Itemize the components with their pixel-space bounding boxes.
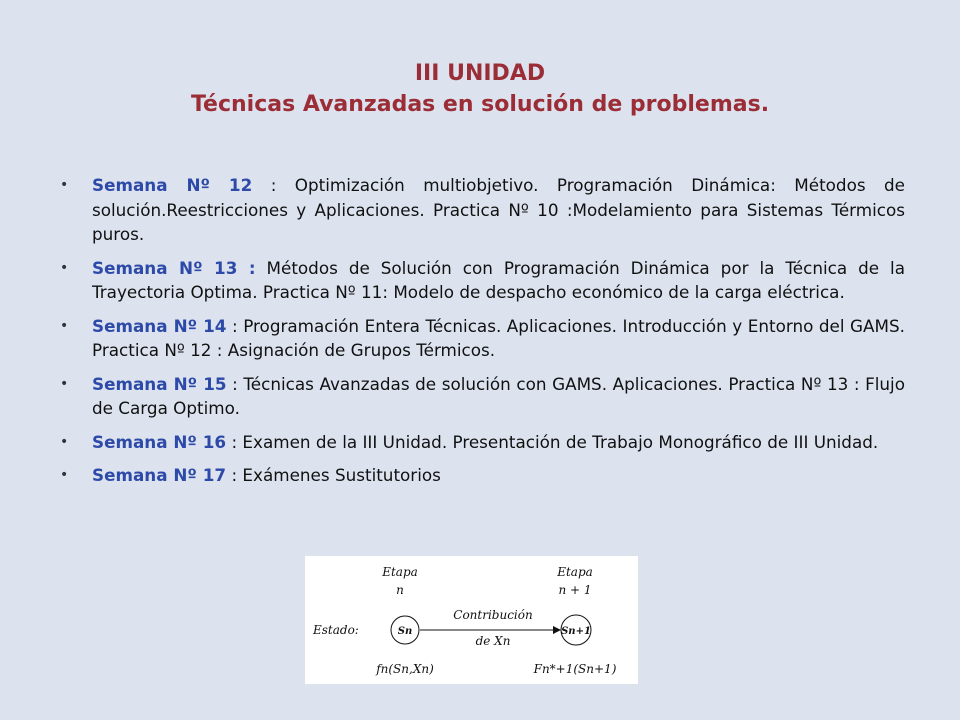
bullet-icon: •	[60, 177, 69, 193]
week-label: Semana Nº 17	[92, 465, 227, 485]
list-item	[60, 173, 905, 247]
bullet-icon: •	[60, 433, 69, 450]
stage-left-n: n	[396, 583, 404, 597]
contribution-label: Contribución	[453, 608, 533, 622]
state-label: Estado:	[313, 623, 359, 637]
title-topic: Técnicas Avanzadas en solución de problemas.	[190, 92, 770, 117]
week-label: Semana Nº 13 :	[92, 257, 256, 278]
stage-left-label: Etapa	[382, 565, 418, 579]
list-item	[60, 256, 905, 305]
slide-title	[0, 58, 960, 120]
list-item	[60, 314, 905, 363]
title-unit: III UNIDAD	[414, 61, 546, 86]
contribution-xn-label: de Xn	[475, 634, 511, 648]
week-label: Semana Nº 15	[92, 373, 227, 394]
diagram-svg	[305, 556, 638, 684]
bullet-icon: •	[60, 375, 69, 392]
week-description: Métodos de Solución con Programación Dinámica por la Técnica de la Trayectoria Optima. Practica Nº 11: Modelo de despacho económico de la carga eléctrica.	[92, 257, 905, 302]
list-item	[60, 463, 905, 488]
list-item	[60, 430, 905, 455]
function-right: Fn*+1(Sn+1)	[533, 662, 617, 676]
state-node-right-label: Sn+1	[561, 626, 591, 637]
function-left: fn(Sn,Xn)	[376, 662, 434, 676]
bullet-icon: •	[60, 259, 69, 276]
week-list	[60, 173, 905, 488]
bullet-icon: •	[60, 317, 69, 334]
week-description: : Optimización multiobjetivo. Programación Dinámica: Métodos de solución.Reestricciones y Aplicaciones. Practica Nº 10 :Modelamiento para Sistemas Térmicos puros.	[92, 175, 905, 244]
stage-right-label: Etapa	[557, 565, 593, 579]
week-label: Semana Nº 14	[92, 315, 227, 336]
week-label: Semana Nº 12	[92, 175, 253, 195]
stage-right-n: n + 1	[558, 583, 592, 597]
week-schedule	[60, 173, 905, 497]
week-description: : Exámenes Sustitutorios	[226, 465, 441, 485]
week-label: Semana Nº 16	[92, 431, 227, 452]
dynamic-programming-diagram	[305, 556, 638, 684]
list-item	[60, 372, 905, 421]
week-description: : Técnicas Avanzadas de solución con GAMS. Aplicaciones. Practica Nº 13 : Flujo de Carga Optimo.	[92, 373, 905, 418]
bullet-icon: •	[60, 467, 69, 483]
week-description: : Examen de la III Unidad. Presentación de Trabajo Monográfico de III Unidad.	[226, 431, 879, 452]
state-node-left-label: Sn	[397, 626, 413, 637]
arrow-head-icon	[553, 626, 561, 634]
week-description: : Programación Entera Técnicas. Aplicaciones. Introducción y Entorno del GAMS. Practica Nº 12 : Asignación de Grupos Térmicos.	[92, 315, 905, 360]
